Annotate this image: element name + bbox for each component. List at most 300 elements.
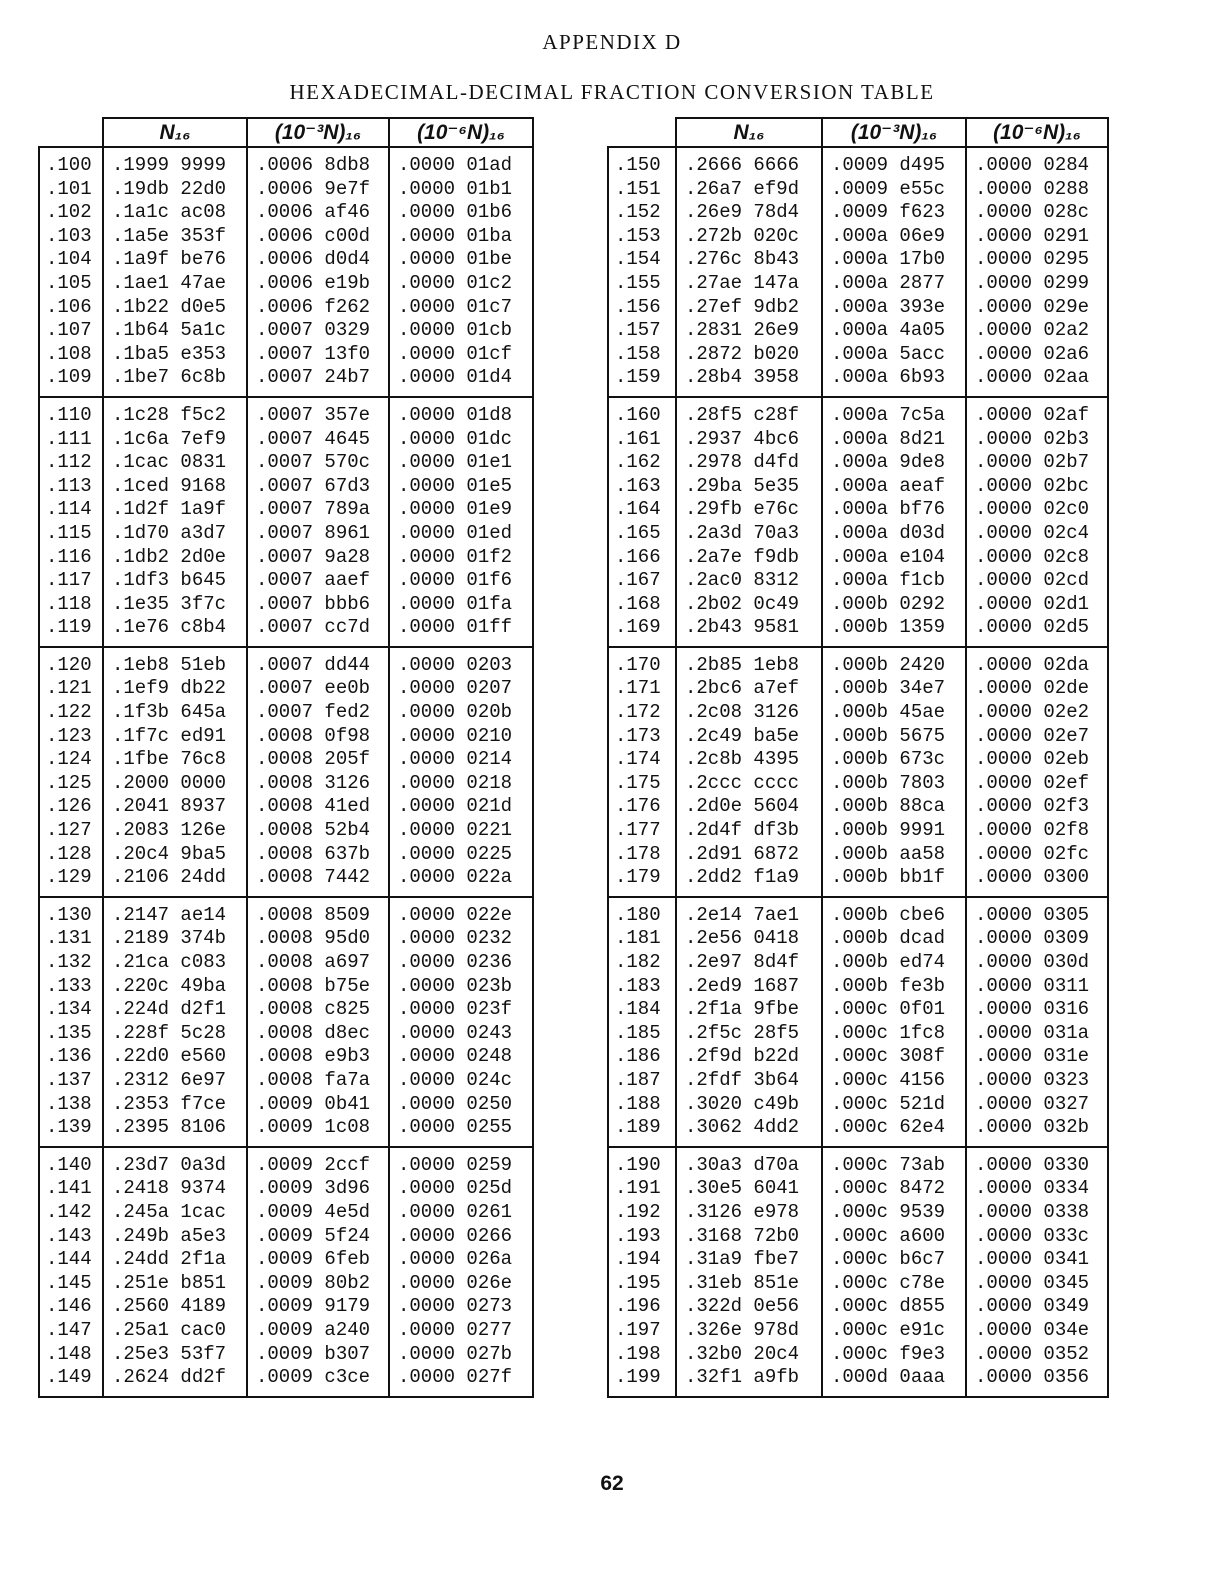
cell-arg: .110 bbox=[39, 397, 103, 428]
cell-n16-e3: .000c 73ab bbox=[822, 1147, 966, 1178]
cell-n16-e3: .000b 7803 bbox=[822, 772, 966, 796]
cell-n16-e6: .0000 023f bbox=[389, 998, 533, 1022]
cell-arg: .134 bbox=[39, 998, 103, 1022]
cell-n16: .3168 72b0 bbox=[676, 1225, 822, 1249]
cell-n16-e6: .0000 02c8 bbox=[966, 546, 1108, 570]
cell-arg: .126 bbox=[39, 795, 103, 819]
cell-arg: .142 bbox=[39, 1201, 103, 1225]
table-row bbox=[39, 1147, 533, 1178]
table-row bbox=[608, 1272, 1108, 1296]
right-header-n16: N₁₆ bbox=[676, 118, 822, 147]
cell-n16-e3: .000c 4156 bbox=[822, 1069, 966, 1093]
cell-arg: .109 bbox=[39, 366, 103, 397]
table-row bbox=[608, 1045, 1108, 1069]
table-row bbox=[608, 1343, 1108, 1367]
cell-arg: .154 bbox=[608, 248, 676, 272]
cell-arg: .108 bbox=[39, 343, 103, 367]
cell-n16: .1ba5 e353 bbox=[103, 343, 247, 367]
cell-n16: .2831 26e9 bbox=[676, 319, 822, 343]
cell-n16: .27ef 9db2 bbox=[676, 296, 822, 320]
cell-n16-e3: .0008 a697 bbox=[247, 951, 389, 975]
cell-n16-e3: .0009 f623 bbox=[822, 201, 966, 225]
table-row bbox=[608, 147, 1108, 178]
cell-arg: .187 bbox=[608, 1069, 676, 1093]
cell-n16-e3: .0008 95d0 bbox=[247, 927, 389, 951]
cell-n16-e3: .000b 0292 bbox=[822, 593, 966, 617]
table-row bbox=[608, 927, 1108, 951]
cell-n16-e6: .0000 0248 bbox=[389, 1045, 533, 1069]
cell-n16-e6: .0000 02f3 bbox=[966, 795, 1108, 819]
table-row bbox=[608, 1225, 1108, 1249]
cell-arg: .135 bbox=[39, 1022, 103, 1046]
cell-n16: .32b0 20c4 bbox=[676, 1343, 822, 1367]
cell-n16-e6: .0000 0352 bbox=[966, 1343, 1108, 1367]
cell-arg: .149 bbox=[39, 1366, 103, 1397]
cell-n16: .220c 49ba bbox=[103, 975, 247, 999]
cell-n16: .2d91 6872 bbox=[676, 843, 822, 867]
cell-n16: .1a9f be76 bbox=[103, 248, 247, 272]
right-header-row bbox=[608, 118, 1108, 147]
table-row bbox=[608, 1177, 1108, 1201]
cell-arg: .196 bbox=[608, 1295, 676, 1319]
table-row bbox=[608, 975, 1108, 999]
table-row bbox=[608, 897, 1108, 928]
cell-n16-e6: .0000 0243 bbox=[389, 1022, 533, 1046]
cell-n16-e3: .0006 d0d4 bbox=[247, 248, 389, 272]
cell-n16-e3: .0006 af46 bbox=[247, 201, 389, 225]
cell-n16: .1a1c ac08 bbox=[103, 201, 247, 225]
cell-n16: .249b a5e3 bbox=[103, 1225, 247, 1249]
table-row bbox=[608, 725, 1108, 749]
table-row bbox=[39, 343, 533, 367]
table-row bbox=[39, 475, 533, 499]
table-row bbox=[608, 522, 1108, 546]
cell-n16-e6: .0000 01ed bbox=[389, 522, 533, 546]
cell-arg: .181 bbox=[608, 927, 676, 951]
cell-n16-e6: .0000 01cb bbox=[389, 319, 533, 343]
table-row bbox=[608, 366, 1108, 397]
table-row bbox=[608, 1319, 1108, 1343]
cell-n16-e6: .0000 0305 bbox=[966, 897, 1108, 928]
cell-arg: .148 bbox=[39, 1343, 103, 1367]
cell-n16-e6: .0000 01ad bbox=[389, 147, 533, 178]
cell-n16-e6: .0000 0255 bbox=[389, 1116, 533, 1147]
cell-n16: .2bc6 a7ef bbox=[676, 677, 822, 701]
cell-n16-e6: .0000 0259 bbox=[389, 1147, 533, 1178]
cell-n16: .2f9d b22d bbox=[676, 1045, 822, 1069]
left-row-group bbox=[39, 897, 533, 1147]
cell-arg: .130 bbox=[39, 897, 103, 928]
cell-n16-e6: .0000 0327 bbox=[966, 1093, 1108, 1117]
cell-n16-e3: .0009 9179 bbox=[247, 1295, 389, 1319]
cell-n16-e6: .0000 02de bbox=[966, 677, 1108, 701]
table-row bbox=[39, 998, 533, 1022]
table-row bbox=[608, 819, 1108, 843]
cell-n16-e6: .0000 02da bbox=[966, 647, 1108, 678]
table-row bbox=[608, 498, 1108, 522]
cell-n16-e6: .0000 0341 bbox=[966, 1248, 1108, 1272]
table-row bbox=[608, 546, 1108, 570]
cell-n16-e6: .0000 034e bbox=[966, 1319, 1108, 1343]
table-row bbox=[39, 927, 533, 951]
cell-n16-e3: .000b aa58 bbox=[822, 843, 966, 867]
cell-n16: .1b64 5a1c bbox=[103, 319, 247, 343]
cell-n16-e3: .0008 c825 bbox=[247, 998, 389, 1022]
cell-n16: .276c 8b43 bbox=[676, 248, 822, 272]
cell-n16-e3: .0008 b75e bbox=[247, 975, 389, 999]
table-row bbox=[608, 248, 1108, 272]
cell-n16-e3: .000d 0aaa bbox=[822, 1366, 966, 1397]
cell-n16-e3: .000a 17b0 bbox=[822, 248, 966, 272]
cell-arg: .127 bbox=[39, 819, 103, 843]
cell-n16-e3: .000c e91c bbox=[822, 1319, 966, 1343]
cell-n16: .2041 8937 bbox=[103, 795, 247, 819]
cell-n16-e3: .0009 e55c bbox=[822, 178, 966, 202]
cell-n16: .2b43 9581 bbox=[676, 616, 822, 647]
cell-arg: .105 bbox=[39, 272, 103, 296]
cell-arg: .189 bbox=[608, 1116, 676, 1147]
cell-n16: .2c49 ba5e bbox=[676, 725, 822, 749]
table-row bbox=[39, 1116, 533, 1147]
right-header-n16-e3: (10⁻³N)₁₆ bbox=[822, 118, 966, 147]
table-row bbox=[39, 748, 533, 772]
cell-arg: .153 bbox=[608, 225, 676, 249]
cell-n16-e6: .0000 02af bbox=[966, 397, 1108, 428]
cell-n16-e3: .0006 e19b bbox=[247, 272, 389, 296]
table-row bbox=[39, 522, 533, 546]
cell-arg: .193 bbox=[608, 1225, 676, 1249]
cell-n16: .25a1 cac0 bbox=[103, 1319, 247, 1343]
cell-arg: .112 bbox=[39, 451, 103, 475]
cell-n16-e3: .0007 24b7 bbox=[247, 366, 389, 397]
cell-n16-e3: .000b dcad bbox=[822, 927, 966, 951]
cell-arg: .115 bbox=[39, 522, 103, 546]
left-header-n16-e6: (10⁻⁶N)₁₆ bbox=[389, 118, 533, 147]
cell-n16-e3: .0009 b307 bbox=[247, 1343, 389, 1367]
cell-n16-e3: .0007 8961 bbox=[247, 522, 389, 546]
cell-n16-e3: .0007 cc7d bbox=[247, 616, 389, 647]
table-row bbox=[608, 1069, 1108, 1093]
cell-n16: .21ca c083 bbox=[103, 951, 247, 975]
cell-arg: .194 bbox=[608, 1248, 676, 1272]
cell-n16-e6: .0000 0349 bbox=[966, 1295, 1108, 1319]
cell-n16-e3: .000b 5675 bbox=[822, 725, 966, 749]
cell-arg: .139 bbox=[39, 1116, 103, 1147]
cell-n16: .2fdf 3b64 bbox=[676, 1069, 822, 1093]
table-row bbox=[608, 201, 1108, 225]
cell-arg: .151 bbox=[608, 178, 676, 202]
cell-n16-e3: .000b 9991 bbox=[822, 819, 966, 843]
cell-n16: .251e b851 bbox=[103, 1272, 247, 1296]
cell-n16: .224d d2f1 bbox=[103, 998, 247, 1022]
cell-n16: .28b4 3958 bbox=[676, 366, 822, 397]
cell-arg: .169 bbox=[608, 616, 676, 647]
cell-n16-e6: .0000 02a2 bbox=[966, 319, 1108, 343]
cell-n16: .22d0 e560 bbox=[103, 1045, 247, 1069]
cell-n16-e3: .0007 357e bbox=[247, 397, 389, 428]
cell-n16-e3: .0009 4e5d bbox=[247, 1201, 389, 1225]
cell-n16: .1b22 d0e5 bbox=[103, 296, 247, 320]
cell-n16: .1f3b 645a bbox=[103, 701, 247, 725]
cell-n16-e6: .0000 01e1 bbox=[389, 451, 533, 475]
cell-n16-e6: .0000 02d5 bbox=[966, 616, 1108, 647]
table-row bbox=[608, 1022, 1108, 1046]
cell-arg: .160 bbox=[608, 397, 676, 428]
cell-n16: .2418 9374 bbox=[103, 1177, 247, 1201]
cell-n16-e3: .0008 52b4 bbox=[247, 819, 389, 843]
table-row bbox=[39, 1022, 533, 1046]
cell-n16-e6: .0000 022e bbox=[389, 897, 533, 928]
cell-n16-e6: .0000 0273 bbox=[389, 1295, 533, 1319]
cell-n16-e3: .000a 7c5a bbox=[822, 397, 966, 428]
cell-n16-e3: .0008 0f98 bbox=[247, 725, 389, 749]
cell-n16-e6: .0000 0330 bbox=[966, 1147, 1108, 1178]
cell-arg: .192 bbox=[608, 1201, 676, 1225]
cell-n16: .30a3 d70a bbox=[676, 1147, 822, 1178]
table-row bbox=[608, 843, 1108, 867]
cell-n16-e3: .000a 8d21 bbox=[822, 428, 966, 452]
left-row-group bbox=[39, 147, 533, 397]
table-row bbox=[608, 772, 1108, 796]
cell-n16-e3: .000a 4a05 bbox=[822, 319, 966, 343]
table-row bbox=[39, 201, 533, 225]
cell-arg: .146 bbox=[39, 1295, 103, 1319]
cell-n16-e6: .0000 0210 bbox=[389, 725, 533, 749]
cell-n16-e3: .0007 789a bbox=[247, 498, 389, 522]
right-conversion-table bbox=[607, 117, 1109, 1398]
cell-n16-e3: .000c b6c7 bbox=[822, 1248, 966, 1272]
cell-n16-e6: .0000 02b7 bbox=[966, 451, 1108, 475]
cell-arg: .103 bbox=[39, 225, 103, 249]
cell-n16-e3: .0009 1c08 bbox=[247, 1116, 389, 1147]
table-row bbox=[608, 748, 1108, 772]
cell-n16: .2083 126e bbox=[103, 819, 247, 843]
cell-n16-e3: .0007 aaef bbox=[247, 569, 389, 593]
cell-arg: .162 bbox=[608, 451, 676, 475]
left-row-group bbox=[39, 397, 533, 647]
cell-n16-e3: .000b bb1f bbox=[822, 866, 966, 897]
cell-n16: .1c28 f5c2 bbox=[103, 397, 247, 428]
cell-n16-e3: .0008 637b bbox=[247, 843, 389, 867]
cell-n16-e3: .0009 6feb bbox=[247, 1248, 389, 1272]
cell-n16-e3: .0008 3126 bbox=[247, 772, 389, 796]
cell-n16: .1e76 c8b4 bbox=[103, 616, 247, 647]
cell-n16-e3: .000a 6b93 bbox=[822, 366, 966, 397]
cell-n16-e3: .000c 308f bbox=[822, 1045, 966, 1069]
cell-n16-e3: .000b fe3b bbox=[822, 975, 966, 999]
table-row bbox=[608, 1295, 1108, 1319]
cell-n16: .1c6a 7ef9 bbox=[103, 428, 247, 452]
cell-n16-e6: .0000 01be bbox=[389, 248, 533, 272]
cell-n16-e6: .0000 01cf bbox=[389, 343, 533, 367]
table-row bbox=[39, 1177, 533, 1201]
cell-n16-e6: .0000 01b1 bbox=[389, 178, 533, 202]
cell-arg: .166 bbox=[608, 546, 676, 570]
table-row bbox=[39, 428, 533, 452]
cell-n16-e6: .0000 02ef bbox=[966, 772, 1108, 796]
table-row bbox=[608, 178, 1108, 202]
cell-n16-e6: .0000 01ff bbox=[389, 616, 533, 647]
cell-n16-e3: .000b 88ca bbox=[822, 795, 966, 819]
table-row bbox=[39, 1272, 533, 1296]
cell-arg: .150 bbox=[608, 147, 676, 178]
cell-arg: .170 bbox=[608, 647, 676, 678]
cell-n16-e6: .0000 01d4 bbox=[389, 366, 533, 397]
cell-arg: .188 bbox=[608, 1093, 676, 1117]
cell-n16-e6: .0000 0288 bbox=[966, 178, 1108, 202]
cell-n16-e6: .0000 0261 bbox=[389, 1201, 533, 1225]
cell-n16-e3: .0009 5f24 bbox=[247, 1225, 389, 1249]
cell-n16: .2e97 8d4f bbox=[676, 951, 822, 975]
cell-arg: .100 bbox=[39, 147, 103, 178]
cell-n16-e6: .0000 02a6 bbox=[966, 343, 1108, 367]
cell-n16-e3: .0009 d495 bbox=[822, 147, 966, 178]
cell-n16: .322d 0e56 bbox=[676, 1295, 822, 1319]
table-row bbox=[608, 451, 1108, 475]
cell-arg: .175 bbox=[608, 772, 676, 796]
table-row bbox=[39, 498, 533, 522]
cell-n16-e6: .0000 02aa bbox=[966, 366, 1108, 397]
cell-n16: .2666 6666 bbox=[676, 147, 822, 178]
cell-n16-e3: .0006 9e7f bbox=[247, 178, 389, 202]
cell-arg: .128 bbox=[39, 843, 103, 867]
table-row bbox=[39, 319, 533, 343]
table-row bbox=[608, 397, 1108, 428]
cell-n16-e3: .0007 9a28 bbox=[247, 546, 389, 570]
cell-n16-e6: .0000 0338 bbox=[966, 1201, 1108, 1225]
cell-n16: .23d7 0a3d bbox=[103, 1147, 247, 1178]
cell-n16-e6: .0000 0299 bbox=[966, 272, 1108, 296]
cell-n16-e3: .0009 c3ce bbox=[247, 1366, 389, 1397]
cell-n16-e3: .000b 1359 bbox=[822, 616, 966, 647]
cell-arg: .182 bbox=[608, 951, 676, 975]
cell-n16: .2e56 0418 bbox=[676, 927, 822, 951]
cell-arg: .141 bbox=[39, 1177, 103, 1201]
cell-n16: .2ccc cccc bbox=[676, 772, 822, 796]
left-conversion-table bbox=[38, 117, 534, 1398]
right-row-group bbox=[608, 147, 1108, 397]
cell-n16-e3: .000c d855 bbox=[822, 1295, 966, 1319]
cell-n16-e3: .0008 205f bbox=[247, 748, 389, 772]
cell-n16-e3: .0009 a240 bbox=[247, 1319, 389, 1343]
right-row-group bbox=[608, 647, 1108, 897]
cell-n16: .3020 c49b bbox=[676, 1093, 822, 1117]
cell-n16-e6: .0000 0218 bbox=[389, 772, 533, 796]
cell-n16-e3: .0007 4645 bbox=[247, 428, 389, 452]
cell-n16: .1a5e 353f bbox=[103, 225, 247, 249]
left-header-n16: N₁₆ bbox=[103, 118, 247, 147]
cell-n16-e6: .0000 02d1 bbox=[966, 593, 1108, 617]
cell-n16-e3: .000a d03d bbox=[822, 522, 966, 546]
cell-n16: .2c08 3126 bbox=[676, 701, 822, 725]
cell-n16: .326e 978d bbox=[676, 1319, 822, 1343]
cell-n16: .2872 b020 bbox=[676, 343, 822, 367]
cell-n16-e6: .0000 01e5 bbox=[389, 475, 533, 499]
cell-arg: .180 bbox=[608, 897, 676, 928]
table-row bbox=[608, 951, 1108, 975]
cell-n16: .24dd 2f1a bbox=[103, 1248, 247, 1272]
cell-arg: .157 bbox=[608, 319, 676, 343]
cell-n16-e3: .000c 9539 bbox=[822, 1201, 966, 1225]
cell-n16: .2f5c 28f5 bbox=[676, 1022, 822, 1046]
cell-arg: .164 bbox=[608, 498, 676, 522]
cell-n16-e3: .000a e104 bbox=[822, 546, 966, 570]
table-row bbox=[39, 725, 533, 749]
cell-n16-e6: .0000 01fa bbox=[389, 593, 533, 617]
table-row bbox=[39, 1069, 533, 1093]
cell-arg: .155 bbox=[608, 272, 676, 296]
cell-arg: .118 bbox=[39, 593, 103, 617]
table-row bbox=[608, 343, 1108, 367]
cell-n16-e6: .0000 033c bbox=[966, 1225, 1108, 1249]
cell-n16-e3: .0006 f262 bbox=[247, 296, 389, 320]
table-row bbox=[39, 1295, 533, 1319]
cell-arg: .137 bbox=[39, 1069, 103, 1093]
cell-arg: .197 bbox=[608, 1319, 676, 1343]
cell-n16-e3: .000a bf76 bbox=[822, 498, 966, 522]
cell-n16: .272b 020c bbox=[676, 225, 822, 249]
cell-arg: .143 bbox=[39, 1225, 103, 1249]
table-row bbox=[608, 677, 1108, 701]
cell-n16-e3: .0007 dd44 bbox=[247, 647, 389, 678]
cell-n16-e3: .000a 5acc bbox=[822, 343, 966, 367]
table-row bbox=[608, 593, 1108, 617]
cell-n16: .31a9 fbe7 bbox=[676, 1248, 822, 1272]
cell-arg: .132 bbox=[39, 951, 103, 975]
page-number: 62 bbox=[600, 1472, 624, 1495]
cell-n16-e6: .0000 031a bbox=[966, 1022, 1108, 1046]
table-row bbox=[608, 475, 1108, 499]
table-row bbox=[39, 1366, 533, 1397]
table-row bbox=[39, 897, 533, 928]
cell-n16-e3: .0007 67d3 bbox=[247, 475, 389, 499]
cell-n16-e3: .000a f1cb bbox=[822, 569, 966, 593]
cell-n16: .2e14 7ae1 bbox=[676, 897, 822, 928]
cell-n16: .1cac 0831 bbox=[103, 451, 247, 475]
cell-n16-e6: .0000 01dc bbox=[389, 428, 533, 452]
cell-n16-e6: .0000 0300 bbox=[966, 866, 1108, 897]
cell-n16-e3: .000a aeaf bbox=[822, 475, 966, 499]
table-row bbox=[39, 1045, 533, 1069]
cell-n16: .32f1 a9fb bbox=[676, 1366, 822, 1397]
cell-n16-e6: .0000 0356 bbox=[966, 1366, 1108, 1397]
cell-arg: .120 bbox=[39, 647, 103, 678]
right-header-arg bbox=[608, 118, 676, 147]
cell-n16-e6: .0000 02c0 bbox=[966, 498, 1108, 522]
cell-n16-e6: .0000 0334 bbox=[966, 1177, 1108, 1201]
cell-n16-e6: .0000 02f8 bbox=[966, 819, 1108, 843]
cell-arg: .168 bbox=[608, 593, 676, 617]
cell-n16-e6: .0000 0225 bbox=[389, 843, 533, 867]
cell-n16: .228f 5c28 bbox=[103, 1022, 247, 1046]
cell-n16-e6: .0000 024c bbox=[389, 1069, 533, 1093]
cell-n16: .19db 22d0 bbox=[103, 178, 247, 202]
cell-n16: .2560 4189 bbox=[103, 1295, 247, 1319]
cell-arg: .138 bbox=[39, 1093, 103, 1117]
cell-n16: .3126 e978 bbox=[676, 1201, 822, 1225]
cell-n16-e6: .0000 0309 bbox=[966, 927, 1108, 951]
table-row bbox=[608, 1093, 1108, 1117]
cell-n16-e3: .000c c78e bbox=[822, 1272, 966, 1296]
cell-n16: .2b02 0c49 bbox=[676, 593, 822, 617]
cell-n16-e6: .0000 0207 bbox=[389, 677, 533, 701]
cell-n16: .2189 374b bbox=[103, 927, 247, 951]
cell-n16-e3: .0008 7442 bbox=[247, 866, 389, 897]
cell-arg: .190 bbox=[608, 1147, 676, 1178]
table-row bbox=[608, 296, 1108, 320]
table-row bbox=[39, 647, 533, 678]
cell-n16: .26a7 ef9d bbox=[676, 178, 822, 202]
